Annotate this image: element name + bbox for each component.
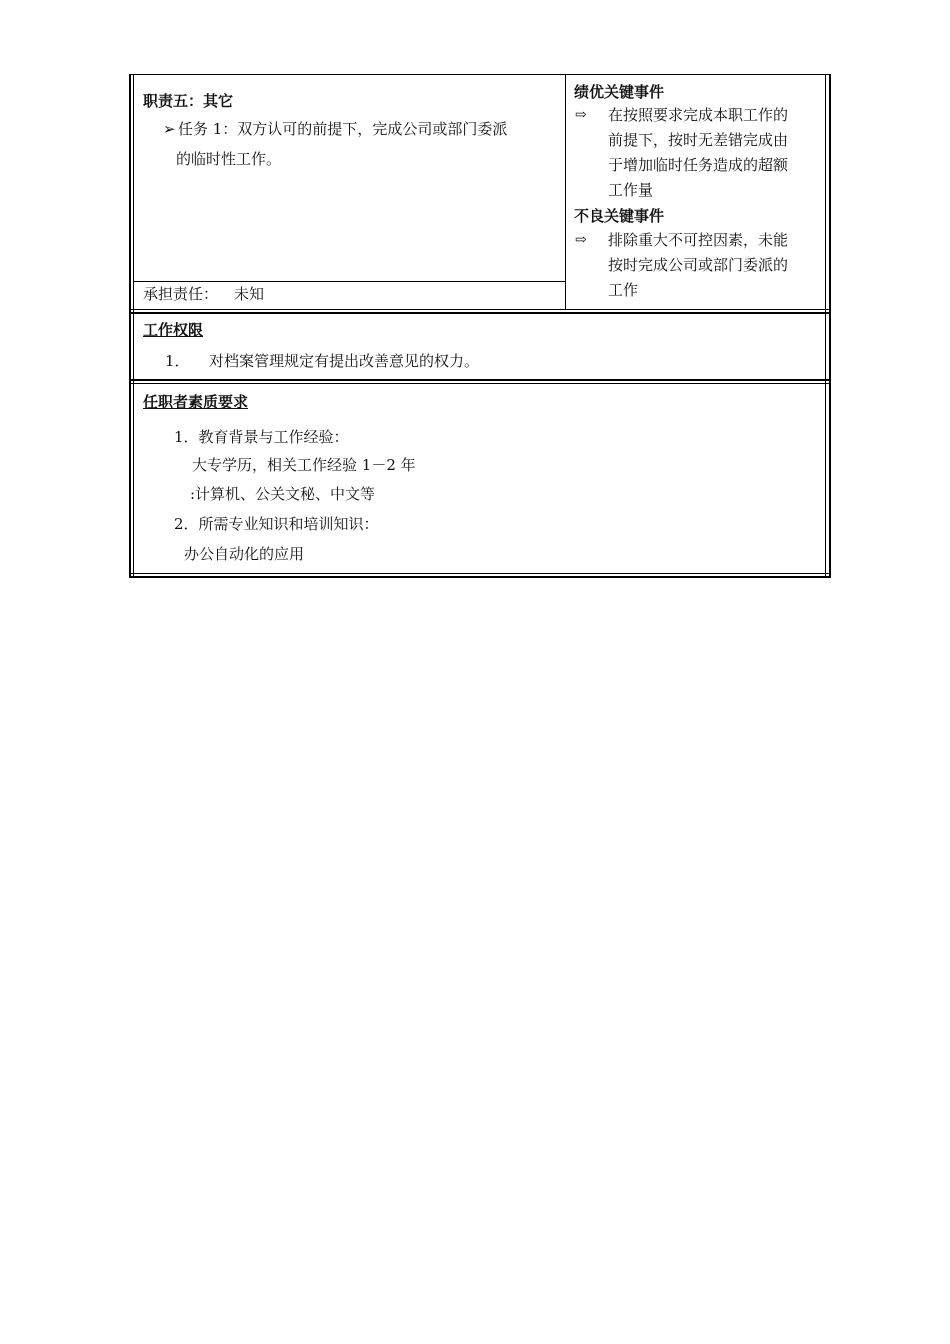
bad-events-title: 不良关键事件 (574, 207, 665, 225)
task-bullet-icon: ➢ (163, 120, 176, 138)
qualification-line: 2．所需专业知识和培训知识： (174, 515, 379, 533)
responsibility-value: 未知 (234, 285, 265, 303)
good-event-line: 工作量 (608, 181, 654, 199)
responsibility-label: 承担责任： (143, 285, 219, 303)
qualification-line: 大专学历，相关工作经验 1－2 年 (192, 456, 416, 474)
qualification-title: 任职者素质要求 (143, 393, 249, 411)
qualification-line: 1．教育背景与工作经验： (174, 428, 349, 446)
good-event-line: 于增加临时任务造成的超额 (608, 156, 789, 174)
good-event-line: 前提下，按时无差错完成由 (608, 131, 789, 149)
authority-item-number: 1． (165, 352, 190, 370)
arrow-right-icon: ⇨ (575, 107, 587, 123)
task-line-1: 任务 1：双方认可的前提下，完成公司或部门委派 (178, 120, 508, 138)
duty-title: 职责五：其它 (143, 92, 234, 110)
bad-event-line: 按时完成公司或部门委派的 (608, 256, 789, 274)
task-line-2: 的临时性工作。 (176, 150, 282, 168)
bad-event-line: 排除重大不可控因素，未能 (608, 231, 789, 249)
good-event-line: 在按照要求完成本职工作的 (608, 106, 789, 124)
authority-title: 工作权限 (143, 321, 204, 339)
authority-item-text: 对档案管理规定有提出改善意见的权力。 (209, 352, 480, 370)
qualification-line: :计算机、公关文秘、中文等 (190, 485, 376, 503)
qualification-line: 办公自动化的应用 (184, 545, 305, 563)
arrow-right-icon: ⇨ (575, 232, 587, 248)
bad-event-line: 工作 (608, 281, 639, 299)
good-events-title: 绩优关键事件 (574, 83, 665, 101)
